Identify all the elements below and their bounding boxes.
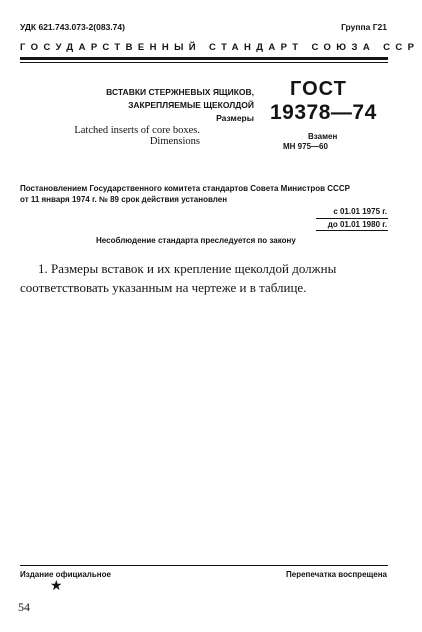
effective-to-underline [316,230,388,231]
title-russian [58,86,254,125]
title-en-line-1: Latched inserts of core boxes. [74,125,200,136]
body-paragraph-1: 1. Размеры вставок и их крепление щеколдой должны соответствовать указанным на чертеже и в таблице. [20,261,337,295]
effective-from-underline [316,218,388,219]
replaces-label: Взамен [308,132,338,141]
group-code: Группа Г21 [341,22,387,32]
decree-text [20,183,388,205]
legal-warning: Несоблюдение стандарта преследуется по закону [96,236,296,245]
header-rule-thin [20,62,388,63]
page-number: 54 [18,600,30,614]
title-english [58,125,200,147]
gost-number: 19378—74 [270,101,377,124]
header-rule-thick [20,57,388,60]
title-ru-line-2: ЗАКРЕПЛЯЕМЫЕ ЩЕКОЛДОЙ [128,100,254,110]
official-edition-label: Издание официальное [20,570,111,579]
replaces-number: МН 975—60 [283,142,328,151]
reprint-prohibited-label: Перепечатка воспрещена [286,570,387,579]
title-en-line-2: Dimensions [149,136,200,147]
udk-code: УДК 621.743.073-2(083.74) [20,22,125,32]
decree-line-1: Постановлением Государственного комитета стандартов Совета Министров СССР [20,184,350,193]
title-ru-line-1: ВСТАВКИ СТЕРЖНЕВЫХ ЯЩИКОВ, [106,87,254,97]
state-standard-heading: ГОСУДАРСТВЕННЫЙ СТАНДАРТ СОЮЗА ССР [20,42,420,53]
footer-rule [20,565,388,566]
effective-from: с 01.01 1975 г. [333,207,387,216]
star-icon: ★ [50,579,63,594]
effective-to: до 01.01 1980 г. [327,220,387,229]
gost-label: ГОСТ [290,78,347,100]
title-ru-line-3: Размеры [216,113,254,123]
decree-line-2: от 11 января 1974 г. № 89 срок действия установлен [20,195,228,204]
